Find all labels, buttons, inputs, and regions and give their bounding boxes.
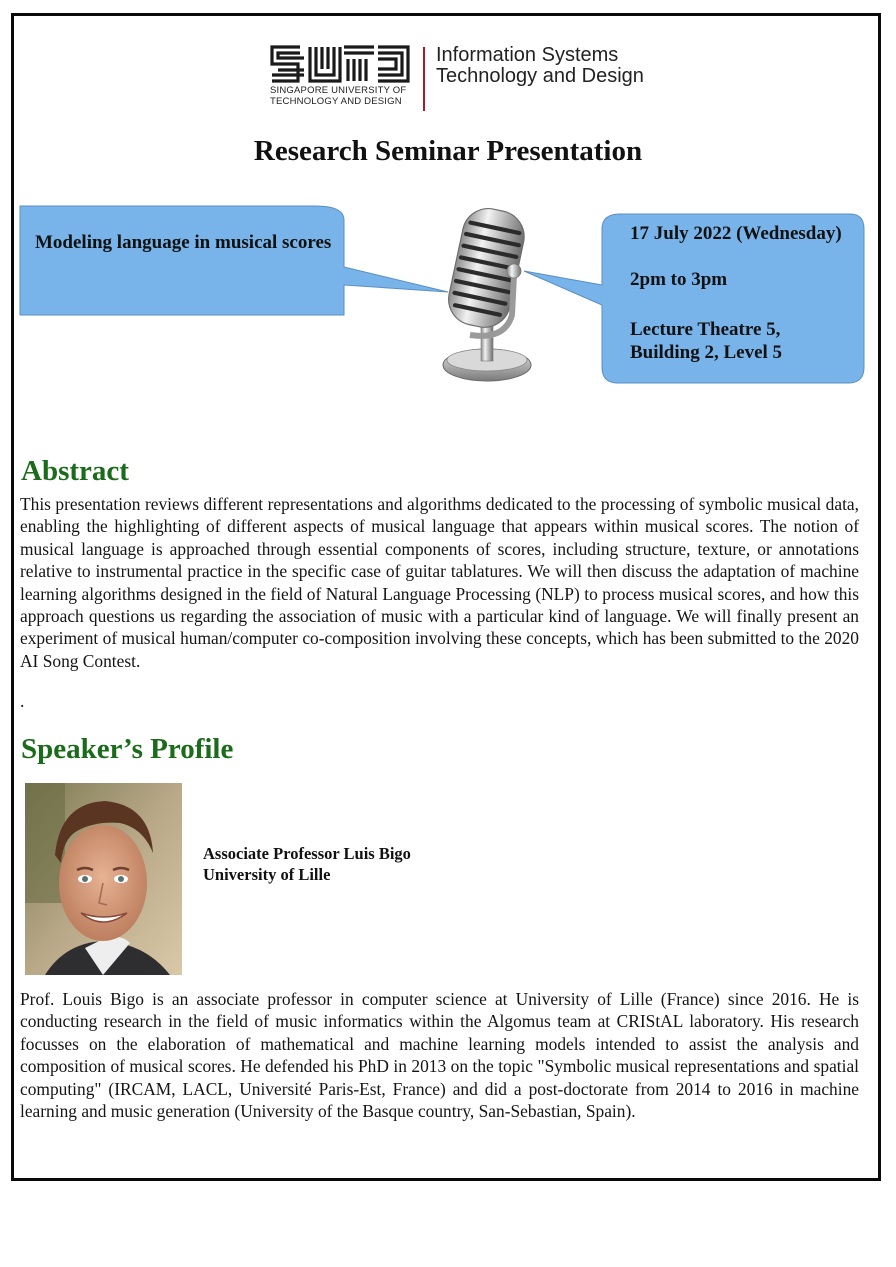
topic-callout-shape (20, 206, 448, 315)
speaker-info (203, 843, 411, 885)
department-name (436, 45, 644, 87)
speaker-name: Associate Professor Luis Bigo (203, 844, 411, 863)
event-venue-line-1: Lecture Theatre 5, (630, 319, 781, 340)
speaker-photo (25, 783, 182, 975)
profile-heading: Speaker’s Profile (21, 733, 234, 765)
logo-line-2: TECHNOLOGY AND DESIGN (270, 96, 402, 107)
speaker-affiliation: University of Lille (203, 865, 331, 884)
speaker-portrait (25, 783, 182, 975)
sutd-logo (270, 45, 670, 113)
abstract-heading: Abstract (21, 455, 129, 487)
department-line-2: Technology and Design (436, 65, 644, 87)
logo-line-1: SINGAPORE UNIVERSITY OF (270, 85, 407, 96)
event-date: 17 July 2022 (Wednesday) (630, 223, 842, 244)
abstract-body: This presentation reviews different representations and algorithms dedicated to the processing of symbolic musical data, enabling the highlighting of different aspects of musical language that appears within musical scores. The notion of musical language is approached through essential components of scores, including structure, texture, or annotations relative to instrumental practice in the specific case of guitar tablatures. We will then discuss the adaptation of machine learning algorithms designed in the field of Natural Language Processing (NLP) to process musical scores, and how this approach questions us regarding the association of music with a particular kind of language. We will finally present an experiment of musical human/computer co-composition involving these concepts, which has been submitted to the 2020 AI Song Contest. (20, 494, 859, 671)
abstract-trailing-dot: . (20, 691, 25, 711)
event-time: 2pm to 3pm (630, 269, 728, 290)
event-venue-line-2: Building 2, Level 5 (630, 342, 783, 363)
logo-university-name (270, 85, 406, 107)
page-title: Research Seminar Presentation (253, 135, 643, 167)
logo-divider (423, 47, 425, 111)
speaker-bio: Prof. Louis Bigo is an associate professor in computer science at University of Lille (France) since 2016. He is conducting research in the field of music informatics within the Algomus team at CRIStAL laboratory. His research focusses on the elaboration of mathematical and machine learning models intended to assist the analysis and composition of musical scores. He defended his PhD in 2013 on the topic "Symbolic musical representations and spatial computing" (IRCAM, LACL, Université Paris-Est, France) and did a post-doctorate from 2014 to 2016 in machine learning and music generation (University of the Basque country, San-Sebastian, Spain). (20, 989, 859, 1122)
topic-text: Modeling language in musical scores (35, 232, 332, 253)
sutd-logo-mark (270, 45, 410, 83)
department-line-1: Information Systems (436, 44, 619, 66)
microphone-icon (443, 204, 531, 381)
